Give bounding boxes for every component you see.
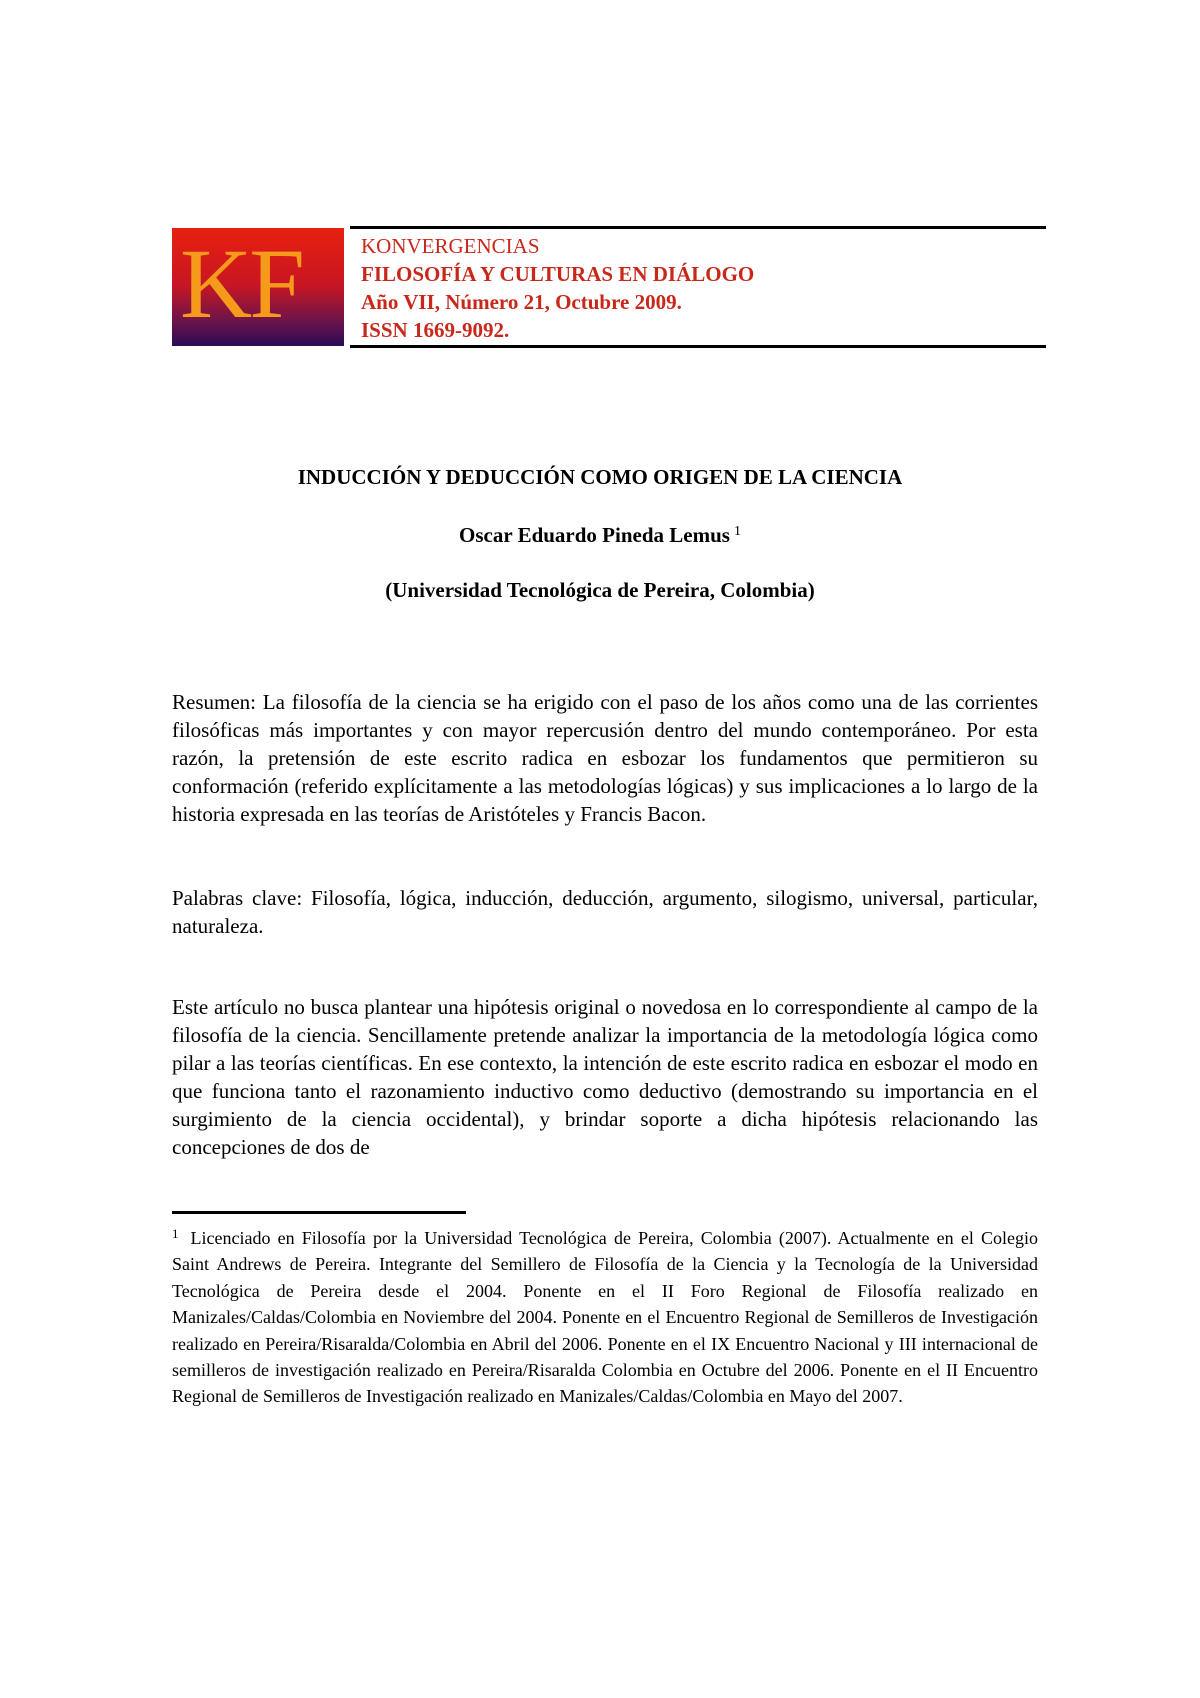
article-title: INDUCCIÓN Y DEDUCCIÓN COMO ORIGEN DE LA CIENCIA bbox=[297, 465, 903, 489]
journal-info bbox=[361, 232, 754, 344]
author-name: Oscar Eduardo Pineda Lemus bbox=[459, 523, 730, 547]
author-affiliation: (Universidad Tecnológica de Pereira, Colombia) bbox=[385, 578, 815, 602]
footnote bbox=[172, 1221, 1038, 1410]
header-bottom-rule bbox=[350, 345, 1046, 348]
journal-subtitle: FILOSOFÍA Y CULTURAS EN DIÁLOGO bbox=[361, 262, 755, 286]
article-author bbox=[0, 519, 1200, 548]
footnote-mark: 1 bbox=[172, 1226, 179, 1241]
header-top-rule bbox=[350, 226, 1046, 229]
journal-name: KONVERGENCIAS bbox=[361, 234, 540, 258]
journal-logo bbox=[172, 228, 344, 346]
journal-issn: ISSN 1669-9092. bbox=[361, 318, 510, 342]
logo-lettering: KF bbox=[180, 228, 302, 339]
journal-issue: Año VII, Número 21, Octubre 2009. bbox=[361, 290, 682, 314]
footnote-text: Licenciado en Filosofía por la Universidad Tecnológica de Pereira, Colombia (2007). Actualmente en el Colegio Saint Andrews de Pereira. Integrante del Semillero de Filosofía de la Ciencia y la Tecnología de la Universidad Tecnológica de Pereira desde el 2004. Ponente en el II Foro Regional de Filosofía realizado en Manizales/Caldas/Colombia en Noviembre del 2004. Ponente en el Encuentro Regional de Semilleros de Investigación realizado en Pereira/Risaralda/Colombia en Abril del 2006. Ponente en el IX Encuentro Nacional y III internacional de semilleros de investigación realizado en Pereira/Risaralda Colombia en Octubre del 2006. Ponente en el II Encuentro Regional de Semilleros de Investigación realizado en Manizales/Caldas/Colombia en Mayo del 2007. bbox=[172, 1228, 1038, 1407]
footnote-separator bbox=[172, 1211, 466, 1214]
keywords-paragraph: Palabras clave: Filosofía, lógica, inducción, deducción, argumento, silogismo, universal, particular, naturaleza. bbox=[172, 886, 1038, 938]
abstract-paragraph: Resumen: La filosofía de la ciencia se ha erigido con el paso de los años como una de las corrientes filosóficas más importantes y con mayor repercusión dentro del mundo contemporáneo. Por esta razón, la pretensión de este escrito radica en esbozar los fundamentos que permitieron su conformación (referido explícitamente a las metodologías lógicas) y sus implicaciones a lo largo de la historia expresada en las teorías de Aristóteles y Francis Bacon. bbox=[172, 690, 1038, 826]
body-paragraph: Este artículo no busca plantear una hipótesis original o novedosa en lo correspondiente al campo de la filosofía de la ciencia. Sencillamente pretende analizar la importancia de la metodología lógica como pilar a las teorías científicas. En ese contexto, la intención de este escrito radica en esbozar el modo en que funciona tanto el razonamiento inductivo como deductivo (demostrando su importancia en el surgimiento de la ciencia occidental), y brindar soporte a dicha hipótesis relacionando las concepciones de dos de bbox=[172, 995, 1038, 1159]
author-footnote-mark[interactable]: 1 bbox=[733, 524, 741, 539]
